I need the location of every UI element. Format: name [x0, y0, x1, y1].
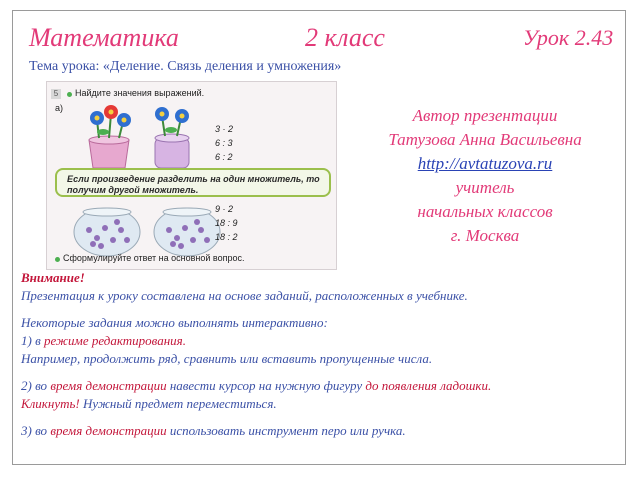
bullet-icon [55, 257, 60, 262]
textbook-figure [46, 81, 337, 270]
lesson-topic: Тема урока: «Деление. Связь деления и умножения» [29, 59, 342, 74]
calc-line: 6 : 2 [215, 152, 233, 162]
intro-text: Презентация к уроку составлена на основе заданий, расположенных в учебнике. [21, 288, 468, 303]
grade-title: 2 класс [305, 23, 385, 52]
rule-note-text: Если произведение разделить на один множитель, то получим другой множитель. [67, 174, 320, 195]
item-2-rest: Нужный предмет переместиться. [79, 396, 277, 411]
interactive-heading: Некоторые задания можно выполнять интерактивно: [21, 315, 328, 330]
fish-bowls-illustration [69, 200, 229, 260]
item-1 [21, 332, 186, 350]
item-3 [21, 422, 406, 440]
author-city: г. Москва [450, 226, 520, 245]
item-1-highlight: режиме редактирования. [43, 333, 186, 348]
subject-title: Математика [29, 23, 179, 52]
calc-line: 9 · 2 [215, 204, 234, 214]
item-2-click: Кликнуть! [21, 396, 80, 411]
item-1-prefix: 1) в [21, 333, 44, 348]
item-3-prefix: 3) во [21, 423, 51, 438]
flower-pots-illustration [67, 102, 207, 172]
item-2-highlight-hand: до появления ладошки. [365, 378, 492, 393]
item-3-highlight: время демонстрации [50, 423, 167, 438]
author-role-detail: начальных классов [417, 202, 553, 221]
item-3-rest: использовать инструмент перо или ручка. [166, 423, 406, 438]
author-block [353, 104, 617, 248]
part-label: а) [55, 103, 64, 113]
task-number: 5 [51, 89, 61, 99]
author-role: учитель [455, 178, 515, 197]
lesson-title: Урок 2.43 [523, 25, 614, 50]
slide [12, 10, 626, 465]
bullet-icon [67, 92, 72, 97]
item-1-example: Например, продолжить ряд, сравнить или вставить пропущенные числа. [21, 351, 433, 366]
item-2-middle: навести курсор на нужную фигуру [166, 378, 366, 393]
final-prompt: Сформулируйте ответ на основной вопрос. [63, 253, 245, 263]
item-2-highlight-time: время демонстрации [50, 378, 167, 393]
item-2 [21, 377, 491, 395]
item-2-prefix: 2) во [21, 378, 51, 393]
calc-line: 18 : 9 [215, 218, 238, 228]
item-2-continued [21, 395, 277, 413]
warning-heading: Внимание! [21, 270, 85, 285]
author-heading: Автор презентации [412, 106, 558, 125]
calc-line: 6 : 3 [215, 138, 233, 148]
calc-line: 3 · 2 [215, 124, 234, 134]
author-website-link[interactable]: http://avtatuzova.ru [417, 154, 553, 173]
rule-note [55, 168, 331, 197]
author-name: Татузова Анна Васильевна [388, 130, 582, 149]
task-text: Найдите значения выражений. [75, 88, 205, 98]
calc-line: 18 : 2 [215, 232, 238, 242]
